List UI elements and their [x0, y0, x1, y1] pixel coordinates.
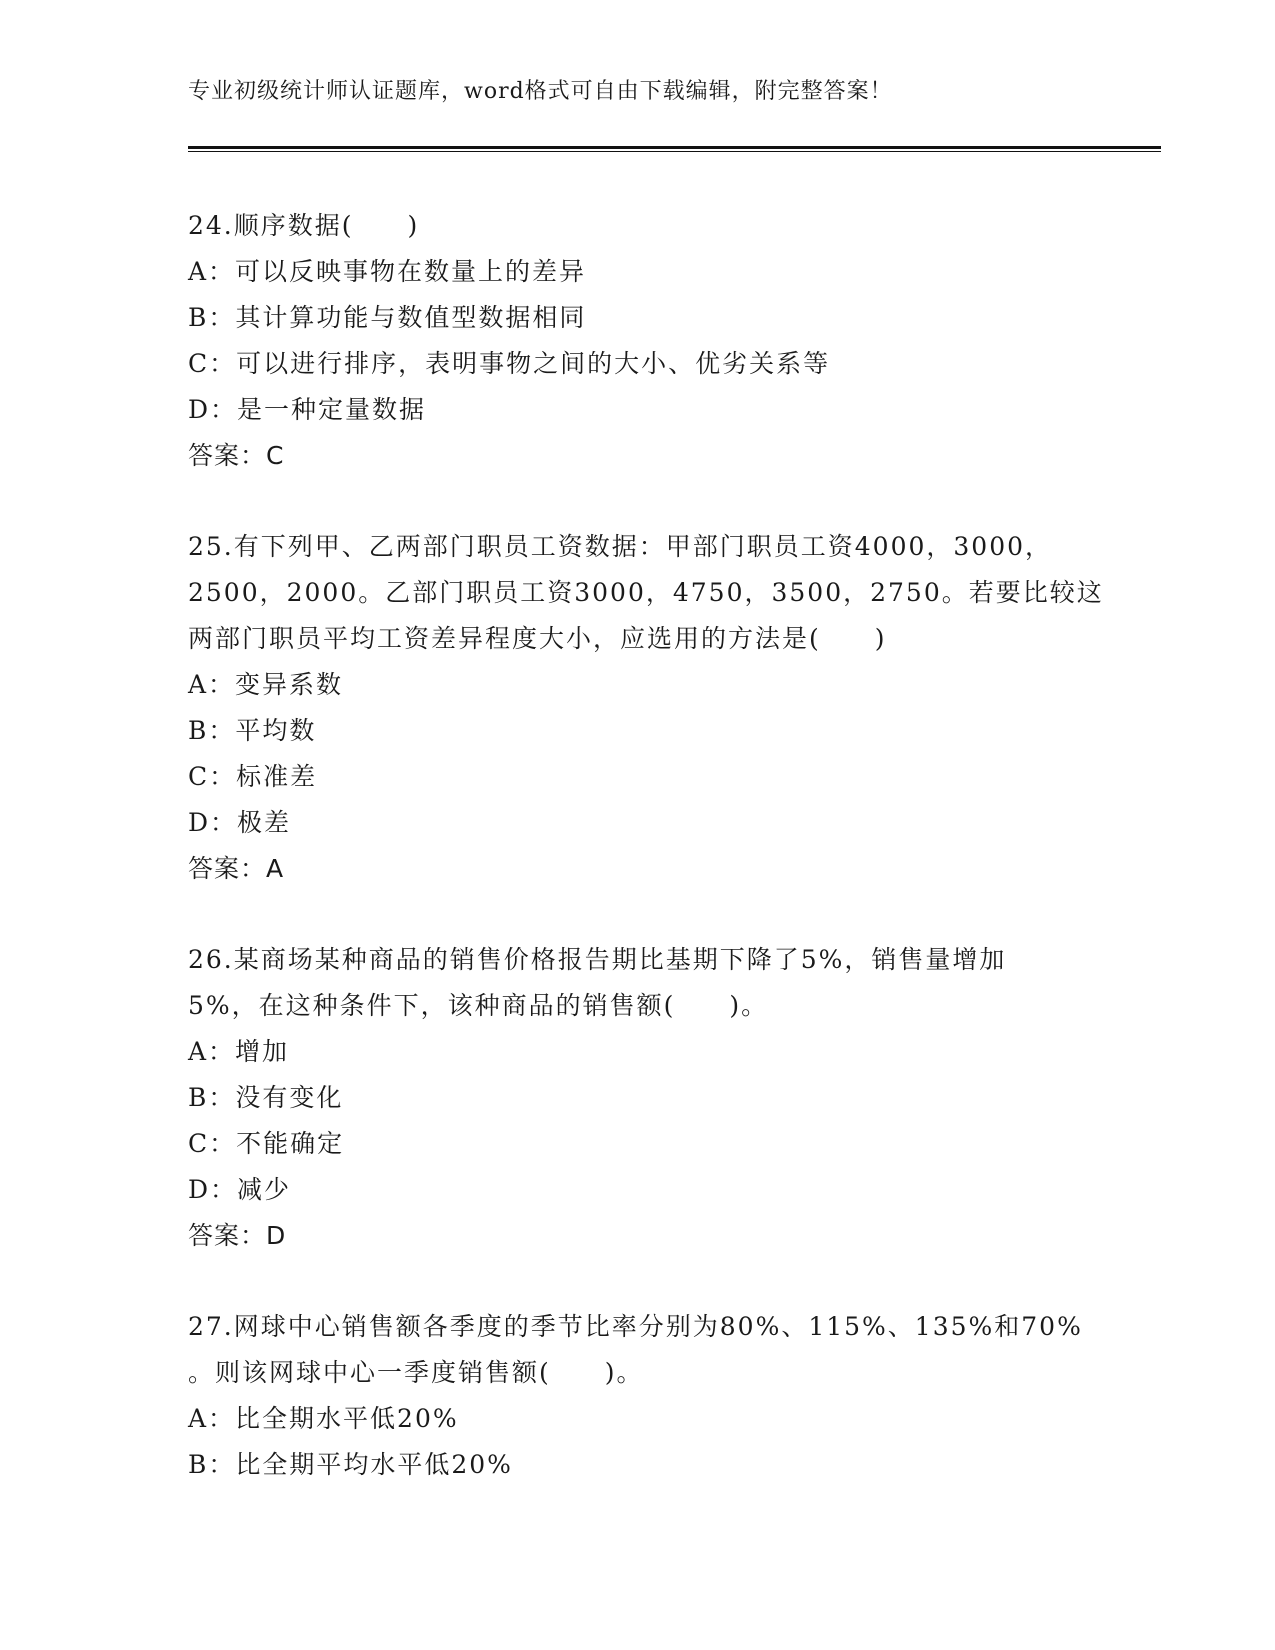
answer-label: 答案：D [188, 1221, 287, 1250]
question-27 [188, 1304, 1088, 1488]
option-c: C：可以进行排序，表明事物之间的大小、优劣关系等 [188, 349, 831, 378]
option-b: B：平均数 [188, 716, 317, 745]
option-a: A：比全期水平低20% [188, 1404, 459, 1433]
question-stem: 5%，在这种条件下，该种商品的销售额( )。 [188, 991, 769, 1020]
answer-label: 答案：C [188, 441, 285, 470]
question-list [188, 203, 1104, 1533]
answer-label: 答案：A [188, 854, 285, 883]
question-stem: 2500，2000。乙部门职员工资3000，4750，3500，2750。若要比较这 [188, 578, 1104, 607]
header-rule-thick [188, 146, 1161, 149]
option-c: C：不能确定 [188, 1129, 345, 1158]
option-b: B：其计算功能与数值型数据相同 [188, 303, 587, 332]
option-b: B：没有变化 [188, 1083, 344, 1112]
question-stem: 27.网球中心销售额各季度的季节比率分别为80%、115%、135%和70% [188, 1312, 1083, 1341]
question-stem: 24.顺序数据( ) [188, 211, 420, 240]
option-d: D：极差 [188, 808, 292, 837]
question-26 [188, 937, 1088, 1259]
option-a: A：变异系数 [188, 670, 344, 699]
option-a: A：可以反映事物在数量上的差异 [188, 257, 587, 286]
option-d: D：减少 [188, 1175, 292, 1204]
option-b: B：比全期平均水平低20% [188, 1450, 513, 1479]
option-a: A：增加 [188, 1037, 290, 1066]
document-header: 专业初级统计师认证题库，word格式可自由下载编辑，附完整答案！ [188, 79, 893, 104]
question-stem: 26.某商场某种商品的销售价格报告期比基期下降了5%，销售量增加 [188, 945, 1007, 974]
question-stem: 两部门职员平均工资差异程度大小，应选用的方法是( ) [188, 624, 887, 653]
question-stem: 25.有下列甲、乙两部门职员工资数据：甲部门职员工资4000，3000， [188, 532, 1053, 561]
header-rule-thin [188, 151, 1161, 152]
option-c: C：标准差 [188, 762, 318, 791]
question-24 [188, 203, 1088, 479]
question-stem: 。则该网球中心一季度销售额( )。 [188, 1358, 644, 1387]
question-25 [188, 524, 1104, 892]
option-d: D：是一种定量数据 [188, 395, 427, 424]
